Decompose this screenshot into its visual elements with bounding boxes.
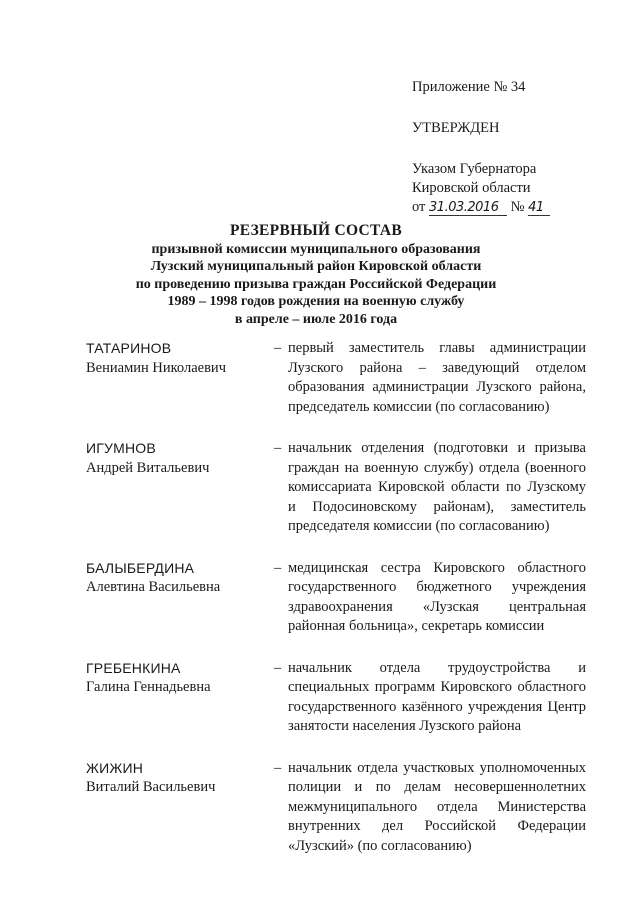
member-role: медицинская сестра Кировского областного государственного бюджетного учреждения здравоохранения «Лузская центральная районная больница», секретарь комиссии <box>288 559 586 634</box>
approval-block <box>412 78 612 217</box>
member-surname: БАЛЫБЕРДИНА <box>86 559 195 576</box>
members-list <box>86 339 586 856</box>
number-prefix: № <box>510 199 525 215</box>
appendix-number: Приложение № 34 <box>412 79 526 95</box>
member-entry <box>86 439 586 537</box>
handwritten-number: 41 <box>528 200 550 216</box>
member-surname: ТАТАРИНОВ <box>86 340 172 356</box>
member-role: начальник отдела участковых уполномоченных полиции и по делам несовершеннолетних межмуниципального отдела Министерства внутренних дел Российской Федерации «Лузский» (по согласованию) <box>288 759 586 854</box>
dash-separator: – <box>274 559 282 576</box>
member-name <box>86 559 274 637</box>
handwritten-date: 31.03.2016 <box>429 200 507 216</box>
document-title <box>80 222 552 328</box>
title-line: в апреле – июле 2016 года <box>234 311 398 327</box>
dash-separator: – <box>274 659 282 676</box>
member-surname: ЖИЖИН <box>86 759 144 776</box>
member-name <box>86 439 274 537</box>
dash-separator: – <box>274 340 282 356</box>
title-line: Лузский муниципальный район Кировской области <box>150 259 482 274</box>
member-given-name: Галина Геннадьевна <box>86 679 211 695</box>
decree-line-1: Указом Губернатора <box>412 161 537 177</box>
member-role: первый заместитель главы администрации Лузского района – заведующий отделом образования администрации Лузского района, председатель комиссии (по согласованию) <box>288 340 586 415</box>
member-role: начальник отделения (подготовки и призыва граждан на военную службу) отдела (военного комиссариата Кировской области по Лузскому и Подосиновскому районам), заместитель председателя комиссии (по согласованию) <box>288 440 586 534</box>
member-given-name: Алевтина Васильевна <box>86 579 221 595</box>
title-heading: РЕЗЕРВНЫЙ СОСТАВ <box>229 222 403 239</box>
title-line: по проведению призыва граждан Российской Федерации <box>135 276 497 292</box>
decree-date-line <box>412 198 612 217</box>
member-name <box>86 659 274 737</box>
decree-line-2: Кировской области <box>412 180 531 196</box>
title-line: призывной комиссии муниципального образования <box>151 241 481 257</box>
member-entry <box>86 339 586 417</box>
member-name <box>86 759 274 857</box>
member-entry <box>86 659 586 737</box>
member-given-name: Андрей Витальевич <box>86 459 210 476</box>
member-surname: ИГУМНОВ <box>86 440 156 456</box>
dash-separator: – <box>274 440 282 456</box>
member-name <box>86 339 274 417</box>
approved-label: УТВЕРЖДЕН <box>412 120 500 136</box>
dash-separator: – <box>274 759 282 776</box>
member-given-name: Виталий Васильевич <box>86 779 216 795</box>
title-line: 1989 – 1998 годов рождения на военную службу <box>167 294 465 309</box>
member-role: начальник отдела трудоустройства и специальных программ Кировского областного государственного казённого учреждения Центр занятости населения Лузского района <box>288 659 586 734</box>
date-prefix: от <box>412 199 426 215</box>
member-entry <box>86 759 586 857</box>
member-entry <box>86 559 586 637</box>
member-surname: ГРЕБЕНКИНА <box>86 659 181 676</box>
member-given-name: Вениамин Николаевич <box>86 359 226 376</box>
